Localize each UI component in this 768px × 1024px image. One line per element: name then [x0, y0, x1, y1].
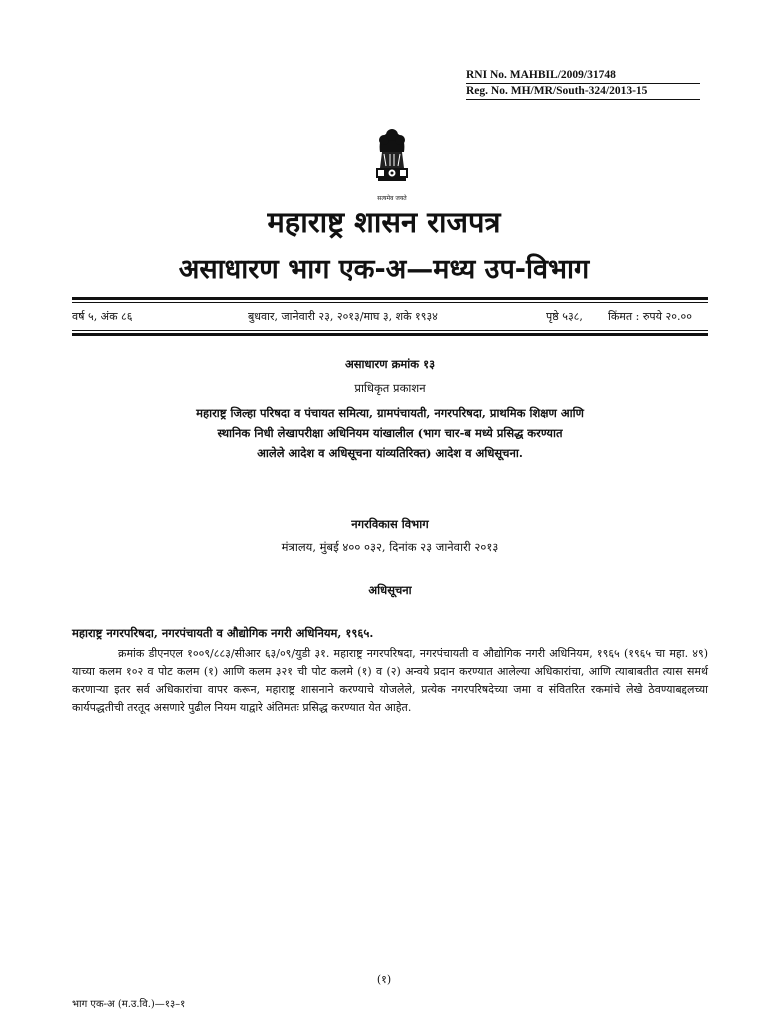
volume-issue: वर्ष ५, अंक ८६	[72, 310, 133, 323]
extraordinary-number: असाधारण क्रमांक १३	[344, 357, 436, 371]
footer-code: भाग एक-अ (म.उ.वि.)—१३–१	[72, 999, 186, 1010]
authorized-publication: प्राधिकृत प्रकाशन	[354, 381, 426, 395]
act-title: महाराष्ट्र नगरपरिषदा, नगरपंचायती व औद्योगिक नगरी अधिनियम, १९६५.	[72, 626, 374, 640]
ashoka-emblem-graphic	[362, 124, 422, 204]
emblem-motto: सत्यमेव जयते	[377, 195, 407, 202]
department-address: मंत्रालय, मुंबई ४०० ०३२, दिनांक २३ जानेवारी २०१३	[281, 540, 499, 554]
description-line-3: आलेले आदेश व अधिसूचना यांव्यतिरिक्त) आदेश व अधिसूचना.	[257, 446, 523, 460]
ashoka-emblem-icon	[362, 124, 422, 204]
description-line-1: महाराष्ट्र जिल्हा परिषदा व पंचायत समित्या, ग्रामपंचायती, नगरपरिषदा, प्राथमिक शिक्षण आणि	[196, 406, 584, 420]
reg-number: Reg. No. MH/MR/South-324/2013-15	[466, 84, 700, 100]
top-thin-rule	[72, 302, 708, 303]
notification-heading: अधिसूचना	[368, 583, 412, 597]
notification-body: क्रमांक डीएनएल १००९/८८३/सीआर ६३/०९/युडी ३१. महाराष्ट्र नगरपरिषदा, नगरपंचायती व औद्योगिक नगरी अधिनियम, १९६५ (१९६५ चा महा. ४९) याच्या कलम १०२ व पोट कलम (१) आणि कलम ३२१ ची पोट कलमे (१) व (२) अन्वये प्रदान करण्यात आलेल्या अधिकारांचा, आणि त्याबाबतीत त्यास समर्थ करणाऱ्या इतर सर्व अधिकारांचा वापर करून, महाराष्ट्र शासनाने करण्याचे योजलेले, प्रत्येक नगरपरिषदेच्या जमा व संवितरित रकमांचे लेखे ठेवण्याबद्दलच्या कार्यपद्धतीची तरतूद असणारे पुढील नियम याद्वारे अंतिमतः प्रसिद्ध करण्यात येत आहेत.	[72, 647, 708, 714]
registration-block	[466, 68, 700, 100]
bottom-thin-rule	[72, 330, 708, 331]
rni-number: RNI No. MAHBIL/2009/31748	[466, 68, 700, 84]
department-name: नगरविकास विभाग	[351, 517, 429, 531]
price: किंमत : रुपये २०.००	[608, 310, 692, 323]
bottom-thick-rule	[72, 333, 708, 336]
issue-info-bar	[72, 309, 708, 325]
description-line-2: स्थानिक निधी लेखापरीक्षा अधिनियम यांखालील (भाग चार-ब मध्ये प्रसिद्ध करण्यात	[217, 426, 563, 440]
page-number: (१)	[376, 973, 392, 986]
top-thick-rule	[72, 297, 708, 300]
page-count: पृष्ठे ५३८,	[546, 310, 583, 323]
gazette-subtitle: असाधारण भाग एक-अ—मध्य उप-विभाग	[178, 254, 590, 285]
issue-date: बुधवार, जानेवारी २३, २०१३/माघ ३, शके १९३४	[248, 310, 438, 323]
gazette-title: महाराष्ट्र शासन राजपत्र	[267, 205, 501, 239]
